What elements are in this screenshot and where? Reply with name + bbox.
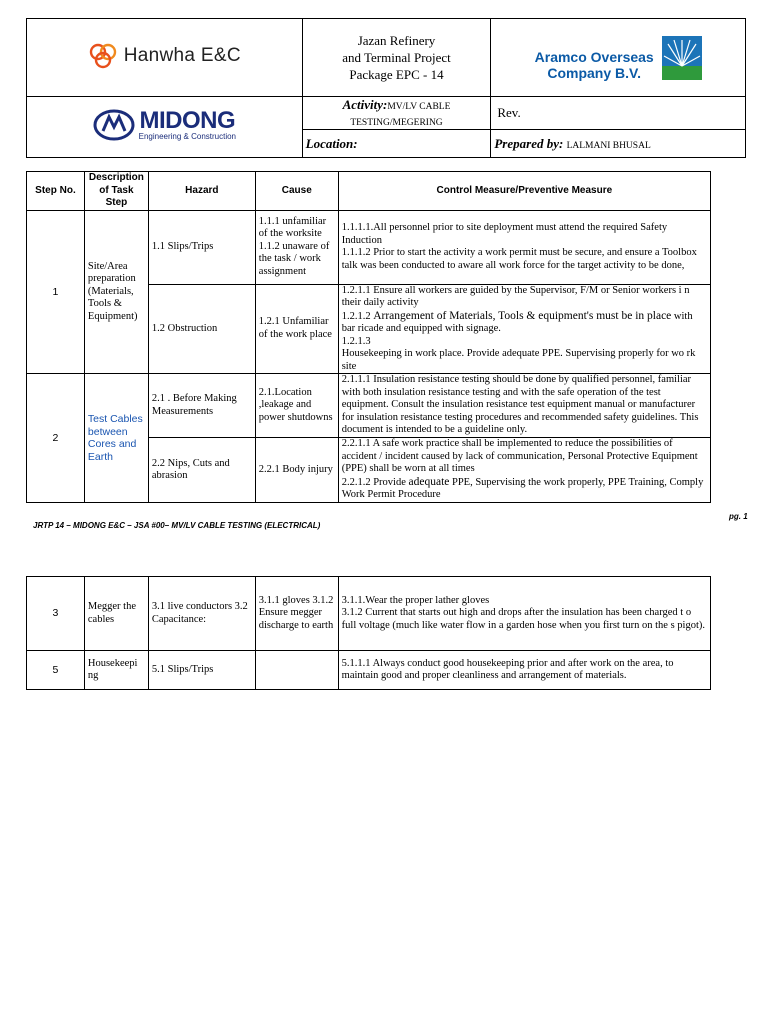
prepared-by-label: Prepared by:: [494, 135, 564, 151]
measure-line: 2.2.1.1 A safe work practice shall be implemented to reduce the possibilities of accident / incident caused by lack of communication, Personal Protective Equipment (PPE) shall be worn at all times: [341, 438, 698, 475]
col-control-measure: Control Measure/Preventive Measure: [338, 172, 710, 211]
cause-cell: [255, 651, 338, 690]
measure-line: 3.1.2 Current that starts out high and drops after the insulation has been charged t o full voltage (much like water flow in a garden hose when you first turn on the s pigot).: [341, 607, 705, 631]
hazard-cell: 1.1 Slips/Trips: [148, 210, 255, 284]
activity-cell: [302, 97, 491, 130]
measure-line: [342, 310, 707, 336]
measure-line: 1.1.1.2 Prior to start the activity a work permit must be secure, and ensure a Toolbox talk was been conducted to aware all work force for the target activity to be done,: [341, 247, 697, 271]
table-header-row: [27, 172, 711, 211]
page-number: pg. 1: [729, 512, 748, 521]
cause-cell: 2.2.1 Body injury: [255, 438, 338, 503]
measure-line: 1.2.1.1 Ensure all workers are guided by the Supervisor, F/M or Senior workers i n their daily activity: [341, 284, 690, 308]
cause-cell: 1.1.1 unfamiliar of the worksite 1.1.2 unaware of the task / work assignment: [255, 210, 338, 284]
hazard-cell: 3.1 live conductors 3.2 Capacitance:: [148, 577, 255, 651]
rev-cell: [491, 97, 746, 130]
step-description: Site/Area preparation (Materials, Tools & Equipment): [84, 210, 148, 374]
cause-cell: 1.2.1 Unfamiliar of the work place: [255, 284, 338, 374]
hanwha-logo-text: Hanwha E&C: [123, 44, 241, 66]
measure-tail: PPE, Supervising the work properly, PPE Training, Comply Work Permit Procedure: [341, 476, 704, 501]
prepared-by-cell: [491, 130, 746, 158]
control-measure-cell: 5.1.1.1 Always conduct good housekeeping prior and after work on the area, to maintain good and proper cleanliness and arrangement of materials.: [338, 651, 710, 690]
aramco-logo-cell: [491, 19, 746, 97]
measure-line: Housekeeping in work place. Provide adequate PPE. Supervising properly for wo rk site: [341, 348, 696, 372]
measure-emphasis: Arrangement of Materials, Tools & equipment's must be in place: [373, 309, 672, 322]
measure-emphasis: adequate: [408, 475, 450, 488]
table-row: [27, 374, 711, 438]
table-row: [27, 210, 711, 284]
step-number: 2: [27, 374, 85, 503]
aramco-star-icon: [662, 36, 702, 80]
jsa-table: [26, 171, 711, 503]
measure-tail: with bar ricade and equipped with signage.: [341, 310, 693, 334]
aramco-logo: [494, 35, 742, 81]
step-description: Test Cables between Cores and Earth: [84, 374, 148, 503]
hanwha-mark-icon: [88, 42, 118, 70]
hazard-cell: 5.1 Slips/Trips: [148, 651, 255, 690]
measure-line: 1.2.1.3: [341, 335, 371, 347]
midong-mark-icon: [93, 107, 135, 143]
project-line-1: Jazan Refinery: [357, 33, 436, 48]
step-number: 5: [27, 651, 85, 690]
measure-line: [342, 476, 707, 502]
table-row: [27, 577, 711, 651]
control-measure-cell: [338, 438, 710, 503]
control-measure-cell: [338, 210, 710, 284]
midong-logo-cell: [27, 97, 303, 158]
hanwha-logo-cell: [27, 19, 303, 97]
activity-label: Activity:: [342, 97, 388, 112]
prepared-by-value: LALMANI BHUSAL: [566, 140, 651, 151]
step-description: Housekeepi ng: [84, 651, 148, 690]
project-line-2: and Terminal Project: [342, 50, 451, 65]
rev-label: Rev.: [497, 105, 521, 120]
control-measure-cell: [338, 284, 710, 374]
control-measure-cell: 2.1.1.1 Insulation resistance testing should be done by qualified personnel, familiar with both insulation resistance testing and with the safe operation of the test equipment. Consult the insulation resistance test equipment manual or manufacturer for insulation resistance testing procedures and recommended safety guidelines. This document is intended to be a guideline only.: [338, 374, 710, 438]
jsa-table-continued: [26, 576, 711, 690]
hazard-cell: 2.2 Nips, Cuts and abrasion: [148, 438, 255, 503]
page-footer: JRTP 14 – MIDONG E&C – JSA #00– MV/LV CABLE TESTING (ELECTRICAL): [33, 521, 321, 530]
step-number: 3: [27, 577, 85, 651]
aramco-line-2: Company B.V.: [547, 64, 641, 81]
cause-cell: 2.1.Location ,leakage and power shutdowns: [255, 374, 338, 438]
hazard-cell: 1.2 Obstruction: [148, 284, 255, 374]
col-step-no: Step No.: [27, 172, 85, 211]
location-cell: [302, 130, 491, 158]
table-row: [27, 651, 711, 690]
col-hazard: Hazard: [148, 172, 255, 211]
location-label: Location:: [305, 135, 358, 151]
col-cause: Cause: [255, 172, 338, 211]
midong-logo: [93, 107, 236, 143]
cause-cell: 3.1.1 gloves 3.1.2 Ensure megger discharge to earth: [255, 577, 338, 651]
aramco-line-1: Aramco Overseas: [534, 48, 654, 65]
project-line-3: Package EPC - 14: [349, 67, 444, 82]
step-number: 1: [27, 210, 85, 374]
midong-logo-name: MIDONG: [139, 106, 236, 134]
project-title-cell: [302, 19, 491, 97]
midong-logo-sub: Engineering & Construction: [138, 131, 236, 141]
measure-lead: 2.2.1.2 Provide: [341, 476, 409, 488]
col-description: Description of Task Step: [84, 172, 148, 211]
measure-line: 1.1.1.1.All personnel prior to site deployment must attend the required Safety Induction: [341, 222, 668, 246]
measure-lead: 1.2.1.2: [341, 310, 374, 322]
measure-line: 3.1.1.Wear the proper lather gloves: [341, 594, 490, 606]
activity-value: MV/LV CABLE TESTING/MEGERING: [350, 102, 451, 128]
hazard-cell: 2.1 . Before Making Measurements: [148, 374, 255, 438]
step-description: Megger the cables: [84, 577, 148, 651]
document-header: [26, 18, 746, 158]
hanwha-logo: [88, 42, 241, 70]
control-measure-cell: [338, 577, 710, 651]
